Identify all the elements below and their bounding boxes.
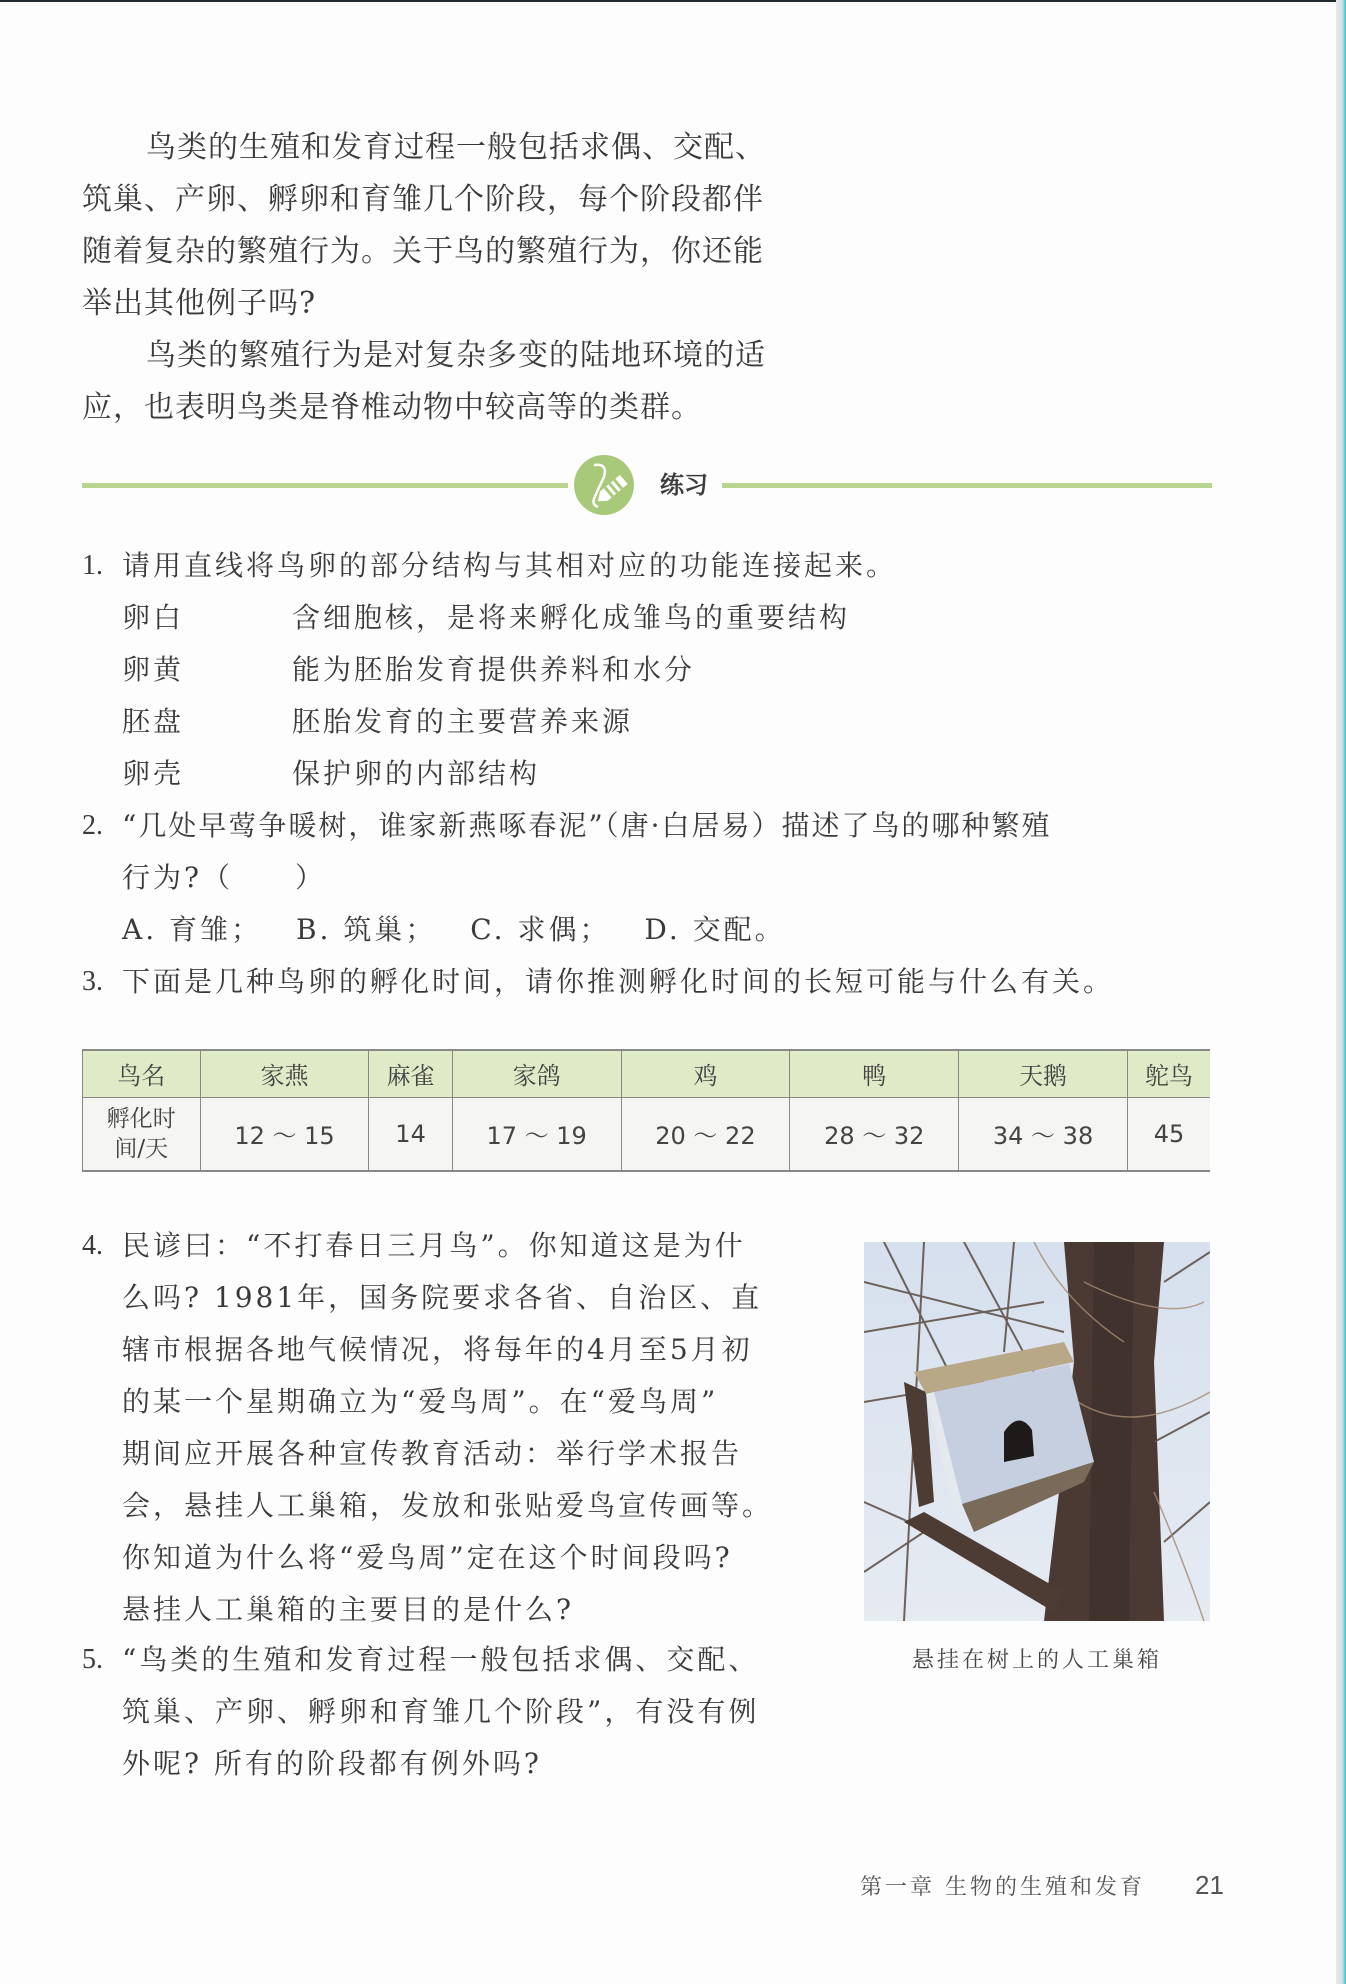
- answer-options: [122, 904, 1212, 956]
- question-number: 5.: [82, 1644, 103, 1675]
- text-line: 鸟类的繁殖行为是对复杂多变的陆地环境的适: [146, 338, 766, 373]
- figure-birdhouse: [864, 1242, 1210, 1674]
- text-line: 你知道为什么将“爱鸟周”定在这个时间段吗?: [122, 1541, 733, 1574]
- matching-pair: [122, 644, 1212, 696]
- table-row: [83, 1097, 1211, 1171]
- question-5-body: [82, 1634, 832, 1790]
- egg-function: 胚胎发育的主要营养来源: [292, 705, 634, 738]
- option-c: C. 求偶；: [470, 913, 611, 946]
- question-text: 下面是几种鸟卵的孵化时间，请你推测孵化时间的长短可能与什么有关。: [122, 965, 1115, 998]
- question-4: [82, 1220, 832, 1636]
- table-header-row: [83, 1050, 1211, 1097]
- table-header-cell: 鸵鸟: [1127, 1050, 1210, 1097]
- egg-structure: 卵白: [122, 601, 185, 634]
- table-cell: 17 ～ 19: [452, 1097, 621, 1171]
- matching-pair: [122, 696, 1212, 748]
- hatching-time-table: [82, 1049, 1210, 1172]
- egg-function: 含细胞核，是将来孵化成雏鸟的重要结构: [292, 601, 851, 634]
- page-top-border: [0, 0, 1346, 2]
- section-title: 练习: [660, 471, 708, 499]
- question-2: [82, 800, 1212, 956]
- question-1: [82, 540, 1212, 800]
- page-footer: [860, 1870, 1224, 1901]
- option-d: D. 交配。: [644, 913, 786, 946]
- egg-structure: 卵黄: [122, 653, 185, 686]
- table-cell: 28 ～ 32: [790, 1097, 959, 1171]
- text-line: 辖市根据各地气候情况，将每年的4月至5月初: [122, 1333, 753, 1366]
- egg-structure: 卵壳: [122, 757, 185, 790]
- matching-pair: [122, 748, 1212, 800]
- text-line: 随着复杂的繁殖行为。关于鸟的繁殖行为，你还能: [82, 234, 764, 269]
- text-line: 的某一个星期确立为“爱鸟周”。在“爱鸟周”: [122, 1385, 719, 1418]
- question-number: 4.: [82, 1230, 103, 1261]
- table-header-cell: 天鹅: [959, 1050, 1128, 1097]
- option-b: B. 筑巢；: [295, 913, 437, 946]
- question-3: [82, 956, 1212, 1008]
- matching-pair: [122, 592, 1212, 644]
- page-number: 21: [1195, 1870, 1224, 1900]
- row-label-line: 间/天: [114, 1135, 169, 1162]
- egg-function: 保护卵的内部结构: [292, 757, 541, 790]
- question-5: [82, 1634, 832, 1790]
- table-header-cell: 鸟名: [83, 1050, 201, 1097]
- question-number: 3.: [82, 966, 103, 997]
- intro-paragraph-2: [82, 330, 822, 434]
- divider-line: [722, 483, 1212, 488]
- egg-function: 能为胚胎发育提供养料和水分: [292, 653, 696, 686]
- table-cell: 12 ～ 15: [200, 1097, 369, 1171]
- table-header-cell: 鸭: [790, 1050, 959, 1097]
- page-right-edge: [1336, 0, 1346, 1984]
- question-text: 行为?（ ）: [122, 861, 327, 894]
- pencil-icon: [574, 455, 634, 515]
- option-a: A. 育雏；: [122, 913, 263, 946]
- text-line: 民谚曰：“不打春日三月鸟”。你知道这是为什: [122, 1229, 746, 1262]
- text-line: 应，也表明鸟类是脊椎动物中较高等的类群。: [82, 390, 702, 425]
- table-header-cell: 家燕: [200, 1050, 369, 1097]
- table-header-cell: 麻雀: [369, 1050, 452, 1097]
- table-header-cell: 鸡: [621, 1050, 790, 1097]
- question-text: 请用直线将鸟卵的部分结构与其相对应的功能连接起来。: [122, 549, 898, 582]
- text-line: 外呢? 所有的阶段都有例外吗?: [122, 1747, 542, 1780]
- text-line: 期间应开展各种宣传教育活动：举行学术报告: [122, 1437, 743, 1470]
- text-line: “鸟类的生殖和发育过程一般包括求偶、交配、: [122, 1643, 760, 1676]
- text-line: 鸟类的生殖和发育过程一般包括求偶、交配、: [146, 130, 766, 165]
- question-text: “几处早莺争暖树，谁家新燕啄春泥”（唐·白居易）描述了鸟的哪种繁殖: [122, 809, 1052, 842]
- figure-caption: 悬挂在树上的人工巢箱: [911, 1648, 1162, 1673]
- table-cell: 45: [1127, 1097, 1210, 1171]
- text-line: 举出其他例子吗?: [82, 286, 317, 321]
- text-line: 悬挂人工巢箱的主要目的是什么?: [122, 1593, 575, 1626]
- intro-paragraph-1: [82, 122, 822, 330]
- table-row-label: [83, 1097, 201, 1171]
- table-cell: 34 ～ 38: [959, 1097, 1128, 1171]
- text-line: 筑巢、产卵、孵卵和育雏几个阶段”，有没有例: [122, 1695, 760, 1728]
- egg-structure: 胚盘: [122, 705, 185, 738]
- text-line: 么吗? 1981年，国务院要求各省、自治区、直: [122, 1281, 763, 1314]
- question-number: 1.: [82, 550, 103, 581]
- birdhouse-photo: [864, 1242, 1210, 1621]
- text-line: 会，悬挂人工巢箱，发放和张贴爱鸟宣传画等。: [122, 1489, 774, 1522]
- table-header-cell: 家鸽: [452, 1050, 621, 1097]
- exercise-questions: [82, 540, 1212, 1008]
- table-cell: 14: [369, 1097, 452, 1171]
- table-cell: 20 ～ 22: [621, 1097, 790, 1171]
- divider-line: [82, 483, 568, 488]
- question-number: 2.: [82, 810, 103, 841]
- exercise-section-header: [82, 455, 1212, 515]
- chapter-title: 第一章 生物的生殖和发育: [860, 1875, 1145, 1900]
- row-label-line: 孵化时: [106, 1105, 176, 1132]
- question-4-body: [82, 1220, 832, 1636]
- text-line: 筑巢、产卵、孵卵和育雏几个阶段，每个阶段都伴: [82, 182, 764, 217]
